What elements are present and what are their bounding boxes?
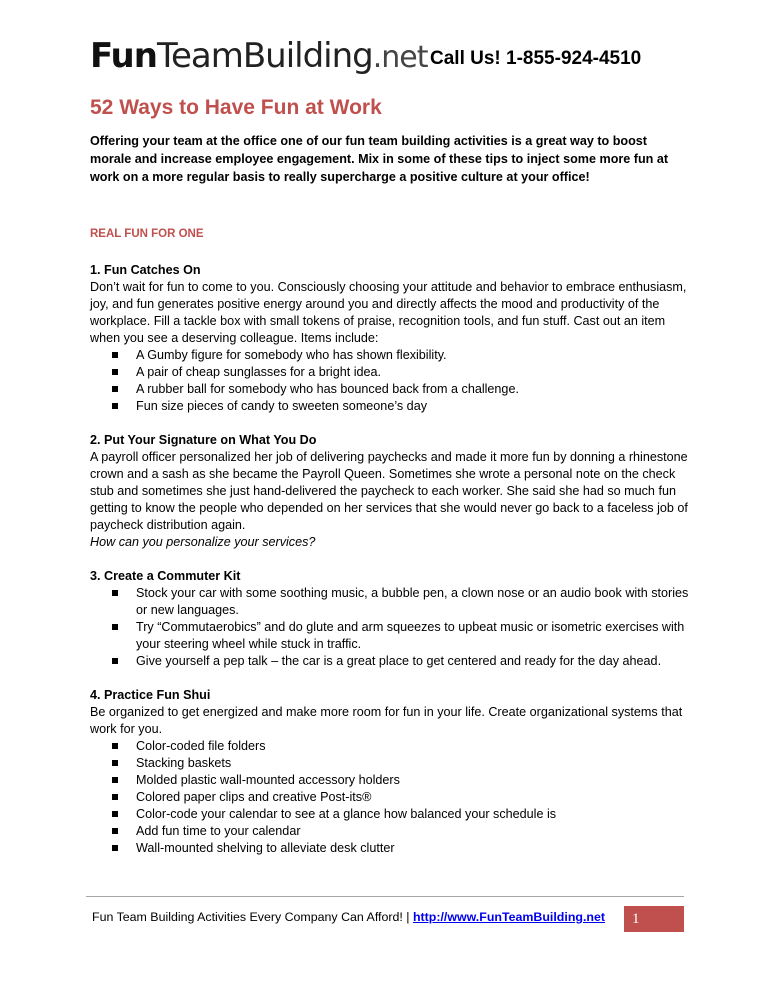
tip-title: 3. Create a Commuter Kit bbox=[90, 569, 241, 583]
bullet-item bbox=[112, 653, 690, 670]
footer-text: Fun Team Building Activities Every Company Can Afford! | bbox=[92, 910, 413, 924]
bullet-icon bbox=[112, 828, 118, 834]
tip-title: 2. Put Your Signature on What You Do bbox=[90, 433, 317, 447]
section-heading: REAL FUN FOR ONE bbox=[90, 228, 204, 240]
bullet-icon bbox=[112, 658, 118, 664]
logo-fun: Fun bbox=[90, 36, 157, 76]
tip-item bbox=[90, 568, 690, 670]
bullet-icon bbox=[112, 760, 118, 766]
bullet-icon bbox=[112, 403, 118, 409]
bullet-text: Color-code your calendar to see at a glance how balanced your schedule is bbox=[136, 807, 557, 821]
bullet-list bbox=[90, 585, 690, 670]
bullet-item bbox=[112, 806, 690, 823]
bullet-icon bbox=[112, 743, 118, 749]
bullet-text: Wall-mounted shelving to alleviate desk clutter bbox=[136, 841, 395, 855]
bullet-text: Stock your car with some soothing music, a bubble pen, a clown nose or an audio book with stories or new languages. bbox=[136, 586, 689, 617]
bullet-item bbox=[112, 755, 690, 772]
phone-number: Call Us! 1-855-924-4510 bbox=[430, 48, 642, 69]
bullet-icon bbox=[112, 777, 118, 783]
logo-team: TeamBuilding bbox=[156, 36, 373, 76]
page-footer bbox=[92, 910, 605, 924]
bullet-item bbox=[112, 738, 690, 755]
tip-body: Don’t wait for fun to come to you. Consciously choosing your attitude and behavior to embrace enthusiasm, joy, and fun generates positive energy around you and directly affects the mood and productivity of the workplace. Fill a tackle box with small tokens of praise, recognition tools, and fun stuff. Cast out an item when you see a deserving colleague. Items include: bbox=[90, 280, 687, 345]
tip-question: How can you personalize your services? bbox=[90, 535, 316, 549]
tip-item bbox=[90, 432, 690, 551]
bullet-icon bbox=[112, 352, 118, 358]
bullet-list bbox=[90, 347, 690, 415]
tip-item bbox=[90, 687, 690, 857]
bullet-item bbox=[112, 364, 690, 381]
bullet-text: Try “Commutaerobics” and do glute and arm squeezes to upbeat music or isometric exercises with your steering wheel while stuck in traffic. bbox=[136, 620, 685, 651]
bullet-icon bbox=[112, 845, 118, 851]
bullet-text: Give yourself a pep talk – the car is a great place to get centered and ready for the day ahead. bbox=[136, 654, 662, 668]
bullet-text: A rubber ball for somebody who has bounced back from a challenge. bbox=[136, 382, 519, 396]
tip-body: Be organized to get energized and make more room for fun in your life. Create organizational systems that work for you. bbox=[90, 705, 683, 736]
site-logo bbox=[90, 36, 428, 78]
bullet-list bbox=[90, 738, 690, 857]
bullet-item bbox=[112, 398, 690, 415]
tip-title: 1. Fun Catches On bbox=[90, 263, 201, 277]
bullet-text: A pair of cheap sunglasses for a bright idea. bbox=[136, 365, 382, 379]
bullet-text: Add fun time to your calendar bbox=[136, 824, 301, 838]
bullet-text: Colored paper clips and creative Post-its® bbox=[136, 790, 372, 804]
document-title: 52 Ways to Have Fun at Work bbox=[90, 96, 382, 119]
tip-title: 4. Practice Fun Shui bbox=[90, 688, 211, 702]
bullet-icon bbox=[112, 369, 118, 375]
bullet-icon bbox=[112, 811, 118, 817]
bullet-text: Fun size pieces of candy to sweeten someone’s day bbox=[136, 399, 427, 413]
tip-item bbox=[90, 262, 690, 415]
bullet-item bbox=[112, 823, 690, 840]
tip-body: A payroll officer personalized her job of delivering paychecks and made it more fun by donning a rhinestone crown and a sash as she became the Payroll Queen. Sometimes she wrote a personal note on the check stub and sometimes she just hand-delivered the paycheck to each worker. She said she had so much fun getting to know the people who depended on her services that she would never go back to a faceless job of paycheck distribution again. bbox=[90, 450, 688, 532]
footer-divider bbox=[86, 896, 684, 897]
tips-list bbox=[90, 262, 690, 874]
page-header bbox=[90, 36, 690, 84]
bullet-item bbox=[112, 585, 690, 619]
bullet-item bbox=[112, 772, 690, 789]
bullet-text: A Gumby figure for somebody who has shown flexibility. bbox=[136, 348, 447, 362]
bullet-text: Color-coded file folders bbox=[136, 739, 266, 753]
bullet-item bbox=[112, 840, 690, 857]
bullet-item bbox=[112, 619, 690, 653]
bullet-text: Molded plastic wall-mounted accessory holders bbox=[136, 773, 400, 787]
bullet-text: Stacking baskets bbox=[136, 756, 232, 770]
bullet-icon bbox=[112, 624, 118, 630]
bullet-item bbox=[112, 347, 690, 364]
bullet-icon bbox=[112, 794, 118, 800]
footer-website-link[interactable]: http://www.FunTeamBuilding.net bbox=[412, 910, 605, 924]
bullet-item bbox=[112, 381, 690, 398]
page-number: 1 bbox=[624, 906, 684, 932]
bullet-item bbox=[112, 789, 690, 806]
intro-paragraph: Offering your team at the office one of our fun team building activities is a great way to boost morale and increase employee engagement. Mix in some of these tips to inject some more fun at work on a more regular basis to really supercharge a positive culture at your office! bbox=[90, 134, 669, 184]
logo-net: .net bbox=[372, 40, 428, 75]
bullet-icon bbox=[112, 590, 118, 596]
bullet-icon bbox=[112, 386, 118, 392]
